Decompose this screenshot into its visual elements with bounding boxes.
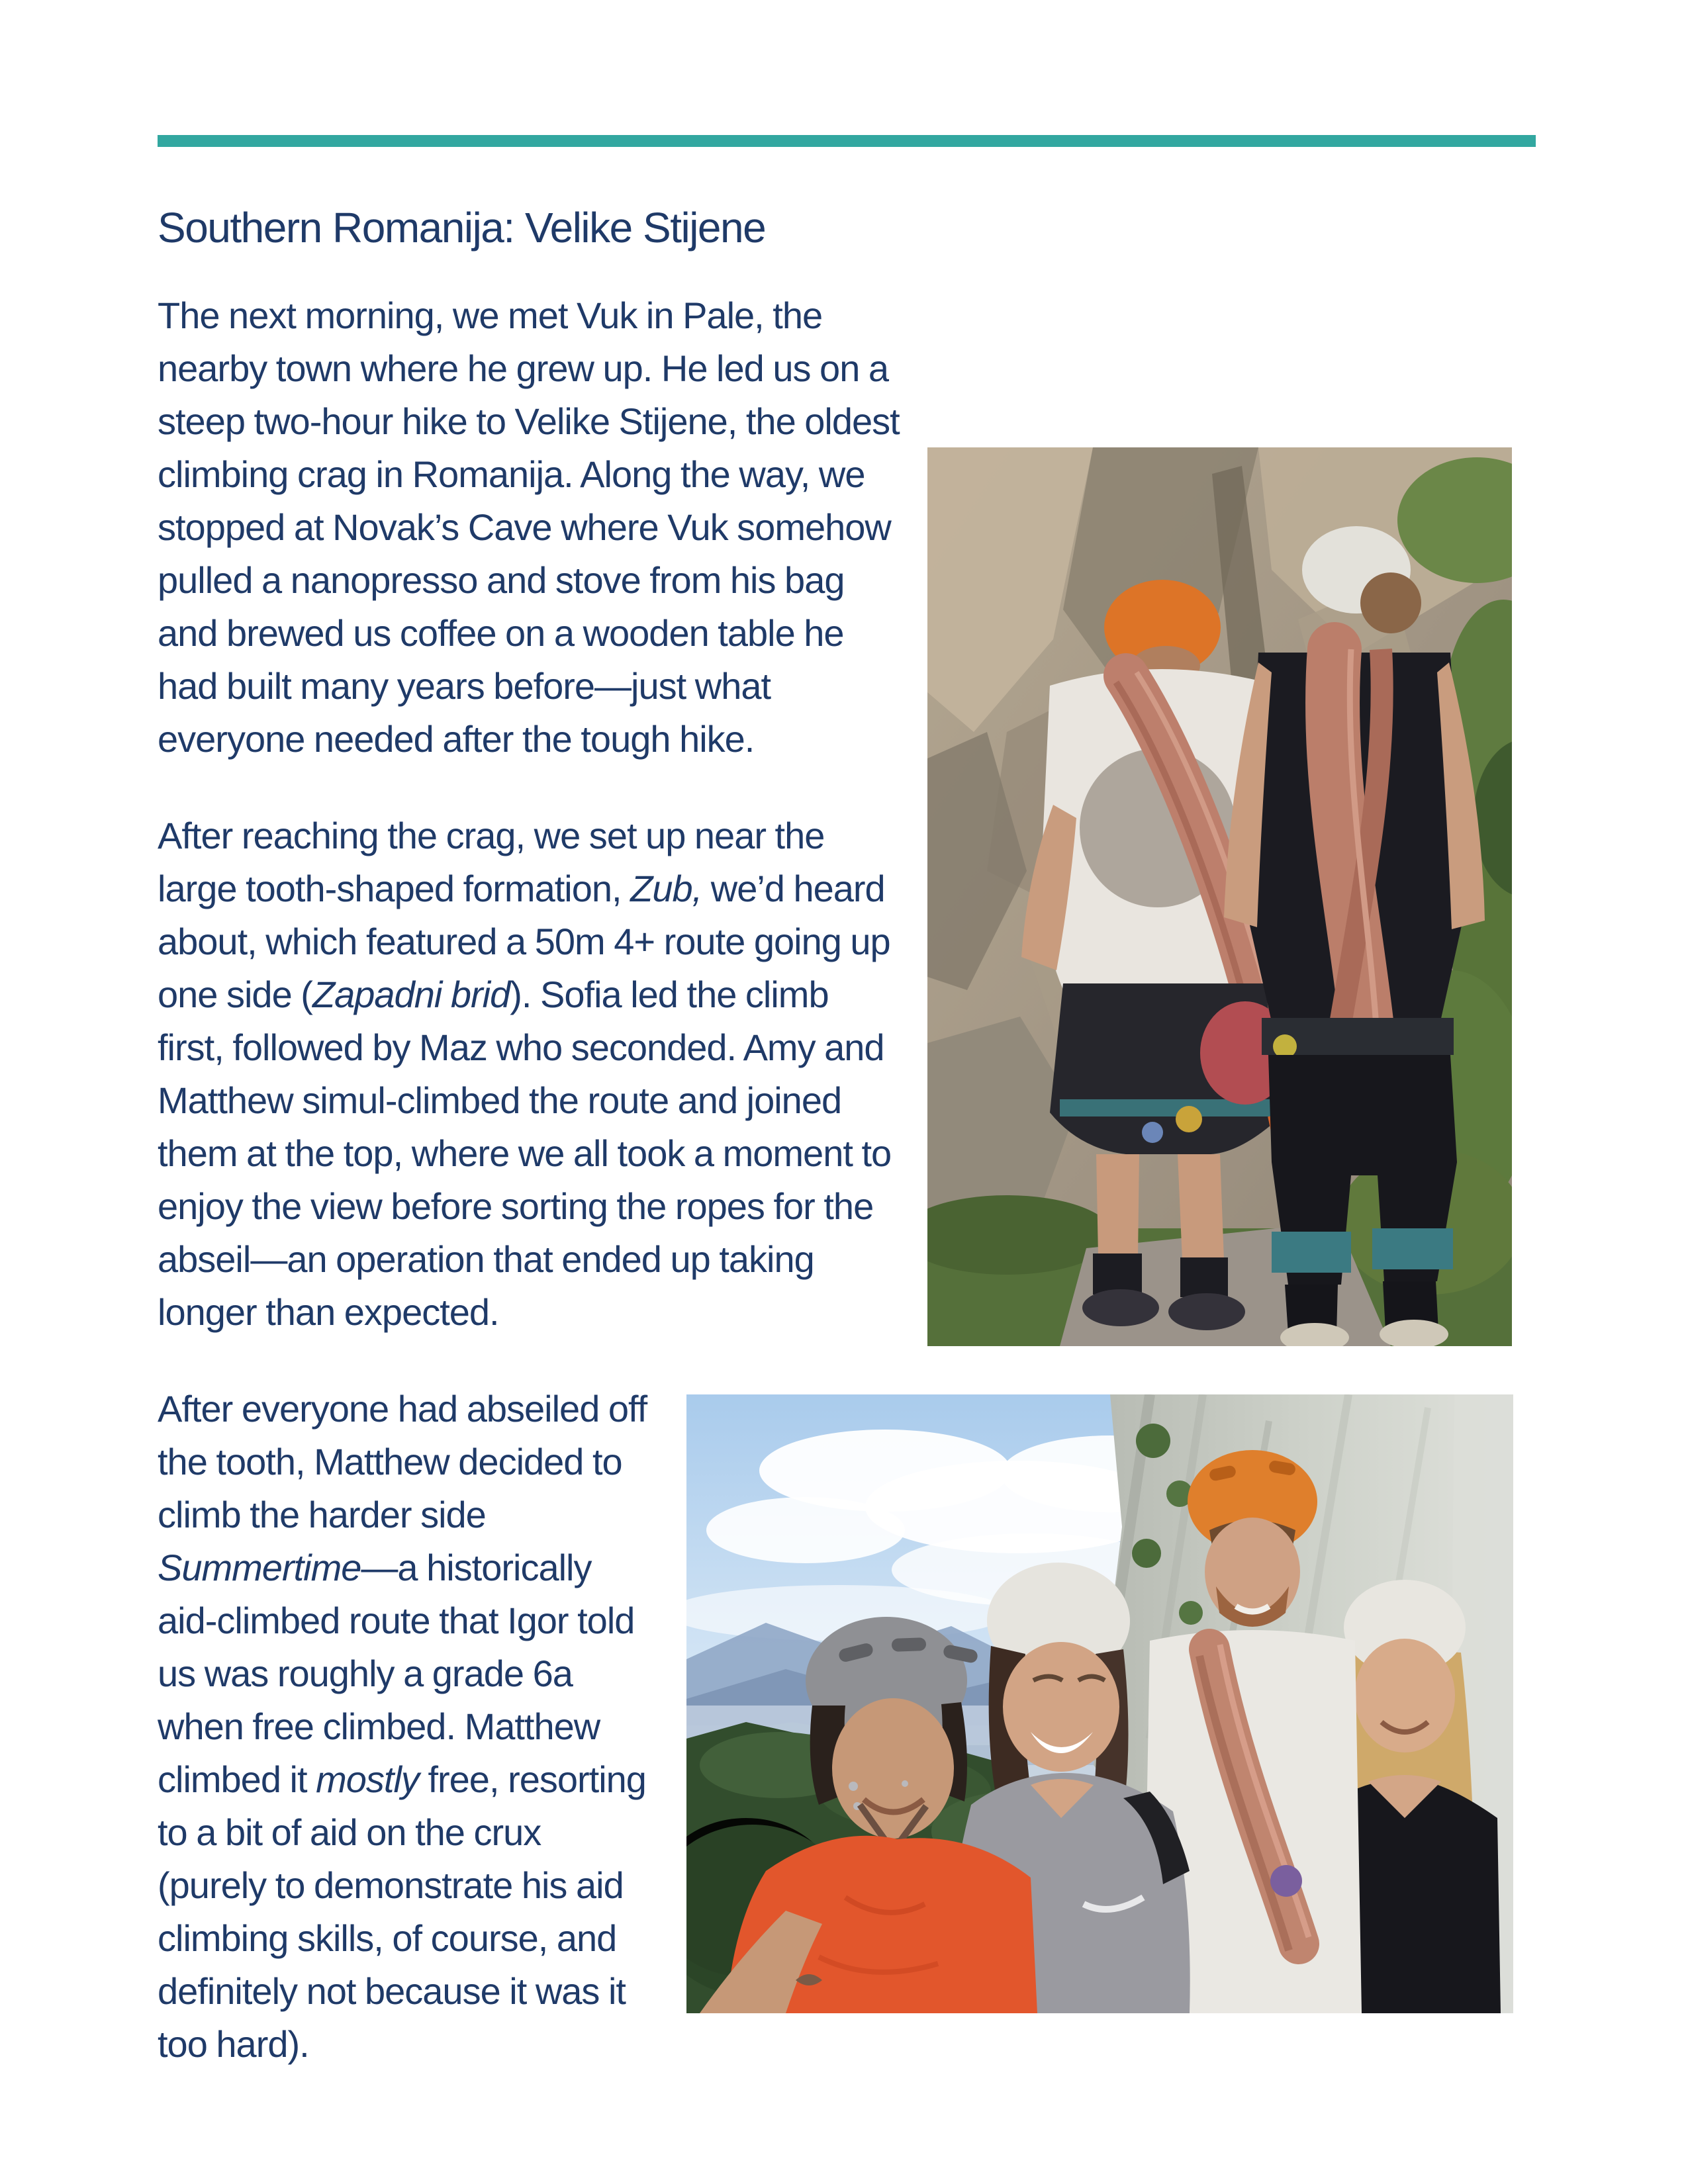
- page-content: [158, 0, 1534, 2115]
- page-title: Southern Romanija: Velike Stijene: [158, 204, 766, 251]
- paragraph-2-text: After reaching the crag, we set up near the large tooth-shaped formation, Zub, we’d heard about, which featured a 50m 4+ route going up one side (Zapadni brid). Sofia led the climb first, followed by Maz who seconded. Amy and Matthew simul-climbed the route and joined them at the top, where we all took a moment to enjoy the view before sorting the ropes for the abseil—an operation that ended up taking longer than expected.: [158, 815, 892, 1333]
- summit-selfie-photo: [686, 1394, 1513, 2013]
- crag-climbers-photo: [927, 447, 1512, 1346]
- paragraph-1-text: The next morning, we met Vuk in Pale, the nearby town where he grew up. He led us on a steep two-hour hike to Velike Stijene, the oldest climbing crag in Romanija. Along the way, we stopped at Novak’s Cave where Vuk somehow pulled a nanopresso and stove from his bag and brewed us coffee on a wooden table he had built many years before—just what everyone needed after the tough hike.: [158, 295, 900, 760]
- paragraph-1: [158, 289, 1534, 766]
- summit-selfie-photo-art: [686, 1394, 1513, 2013]
- paragraph-3: [158, 1383, 1534, 2071]
- paragraph-3-text: After everyone had abseiled off the tooth, Matthew decided to climb the harder side Summertime—a historically aid-climbed route that Igor told us was roughly a grade 6a when free climbed. Matthew climbed it mostly free, resorting to a bit of aid on the crux (purely to demonstrate his aid climbing skills, of course, and definitely not because it was it too hard).: [158, 1388, 647, 2065]
- crag-climbers-photo-art: [927, 447, 1512, 1346]
